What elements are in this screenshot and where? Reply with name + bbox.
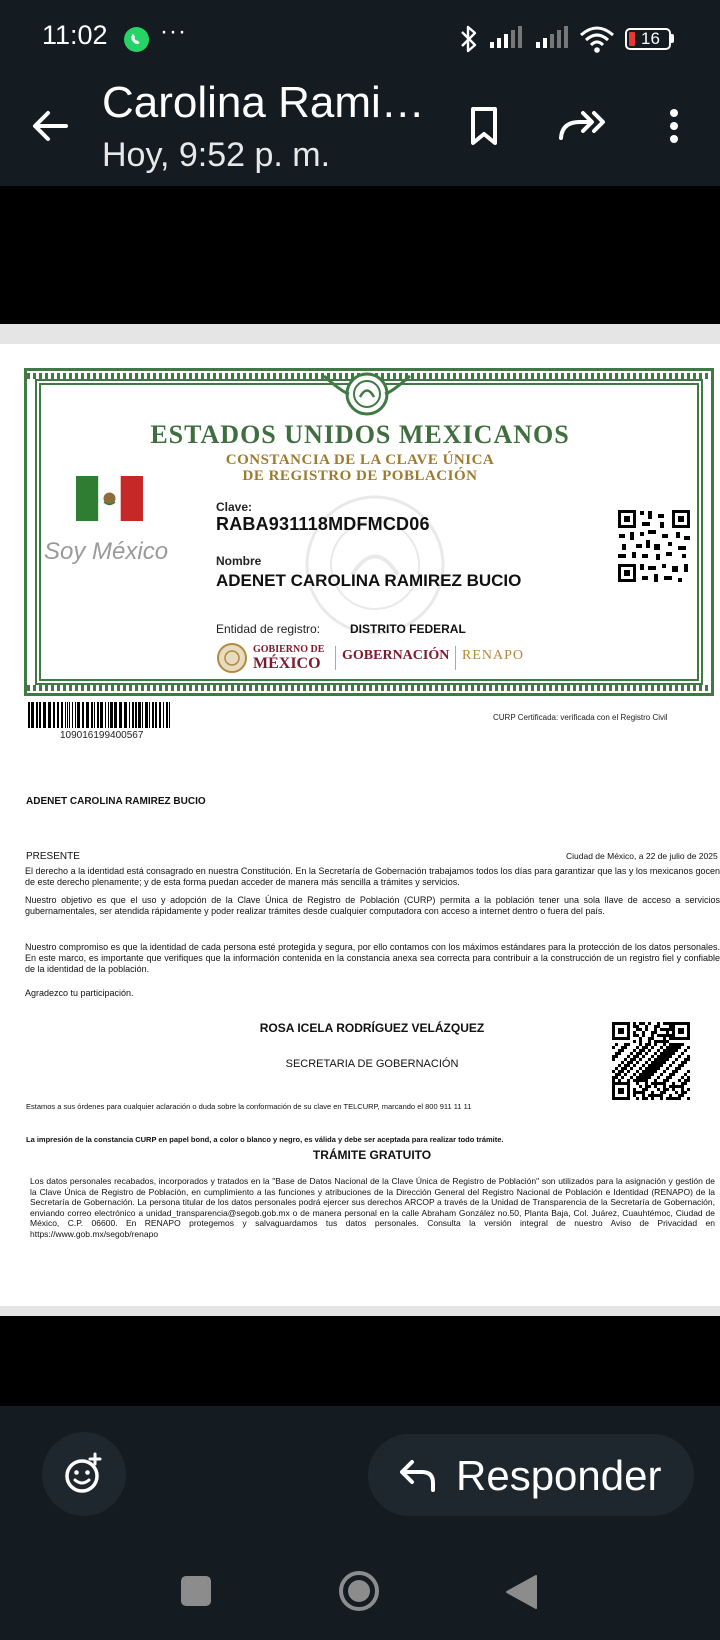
home-button[interactable] <box>338 1570 380 1612</box>
more-vert-icon[interactable] <box>658 104 690 148</box>
privacy-notice: Los datos personales recabados, incorporados y tratados en la "Base de Datos Nacional de la Clave Única de Registro de Población" son utilizados para la asignación y gestión de la Clave Única de Registro de Población, en cumplimiento a las funciones y atribuciones de la Dirección General del Registro Nacional de Población e Identidad (RENAPO) de la Secretaría de Gobernación. La persona titular de los datos personales podrá ejercer sus derechos ARCOP a través de la Unidad de Transparencia de la Secretaría de Gobernación, enviando correo electrónico a unidad_transparencia@segob.gob.mx o de manera personal en la calle Abraham González no.50, Planta Baja, Col. Juárez, Cuauhtémoc, Ciudad de México, C.P. 06600. En RENAPO protegemos y salvaguardamos tus datos personales. Consulta la versión integral de nuestro Aviso de Privacidad en https://www.gob.mx/segob/renapo <box>30 1176 715 1239</box>
contact-name[interactable]: Carolina Rami… <box>102 78 425 127</box>
gobernacion-logo: GOBERNACIÓN <box>342 648 450 663</box>
whatsapp-notification-icon <box>124 27 149 52</box>
clave-label: Clave: <box>216 500 253 514</box>
battery-icon <box>625 28 671 50</box>
message-timestamp: Hoy, 9:52 p. m. <box>102 136 331 174</box>
document-top-margin <box>0 324 720 344</box>
nav-back-button[interactable] <box>504 1574 538 1610</box>
signal-icon-sim2 <box>534 24 572 50</box>
signatory-title: SECRETARIA DE GOBERNACIÓN <box>285 1058 459 1070</box>
battery-level-text: 16 <box>641 29 660 48</box>
document-bottom-margin <box>0 1306 720 1316</box>
status-time: 11:02 <box>42 20 108 50</box>
logo-divider <box>455 646 456 670</box>
letter-paragraph: Nuestro objetivo es que el uso y adopción de la Clave Única de Registro de Población (CURP) permita a la población tener una sola llave de acceso a servicios gubernamentales, ser atendida rápidamente y poder realizar trámites desde cualquier computadora con acceso a internet dentro o fuera del país. <box>25 895 720 916</box>
qr-code-icon <box>616 508 692 584</box>
mexico-flag-icon <box>76 476 143 521</box>
soy-mexico-logo: Soy México <box>44 538 169 565</box>
curp-certificada-note: CURP Certificada: verificada con el Registro Civil <box>493 713 668 722</box>
more-notifications-icon: ··· <box>160 18 187 45</box>
telcurp-note: Estamos a sus órdenes para cualquier aclaración o duda sobre la conformación de su clave en TELCURP, marcando el 800 911 11 11 <box>26 1102 472 1111</box>
signatory-name: ROSA ICELA RODRÍGUEZ VELÁZQUEZ <box>259 1021 485 1035</box>
letter-addressee: ADENET CAROLINA RAMIREZ BUCIO <box>26 796 206 807</box>
letter-presente: PRESENTE <box>26 851 80 862</box>
back-arrow-icon[interactable] <box>28 104 72 148</box>
letter-paragraph: El derecho a la identidad está consagrado en nuestra Constitución. En la Secretaría de Gobernación trabajamos todos los días para garantizar que las y los mexicanos gocen de este derecho plenamente; y de esta forma puedan acceder de manera más sencilla a trámites y servicios. <box>25 866 720 887</box>
nombre-label: Nombre <box>216 554 262 568</box>
gobierno-seal-icon <box>216 642 248 674</box>
reply-icon <box>398 1456 438 1494</box>
letter-paragraph: Agradezco tu participación. <box>25 988 134 998</box>
letter-date: Ciudad de México, a 22 de julio de 2025 <box>566 851 718 861</box>
gobierno-logo-big: MÉXICO <box>253 655 321 672</box>
constancia-title-line1: CONSTANCIA DE LA CLAVE ÚNICA <box>225 452 495 468</box>
battery-level-fill <box>629 32 635 46</box>
renapo-logo: RENAPO <box>462 648 525 663</box>
recent-apps-button[interactable] <box>181 1576 211 1606</box>
tramite-gratuito-label: TRÁMITE GRATUITO <box>312 1148 432 1162</box>
nombre-value: ADENET CAROLINA RAMIREZ BUCIO <box>216 571 522 590</box>
bluetooth-icon <box>456 24 482 54</box>
battery-tip <box>671 34 674 43</box>
reply-label: Responder <box>456 1452 662 1499</box>
forward-icon[interactable] <box>558 104 608 148</box>
emoji-add-icon <box>42 1432 126 1516</box>
add-reaction-button[interactable] <box>42 1432 126 1516</box>
constancia-title-line2: DE REGISTRO DE POBLACIÓN <box>242 468 478 484</box>
qr-code-icon <box>610 1020 692 1102</box>
bookmark-icon[interactable] <box>466 104 502 148</box>
country-title: ESTADOS UNIDOS MEXICANOS <box>150 420 570 449</box>
wifi-icon <box>578 24 616 54</box>
reply-button[interactable] <box>368 1434 694 1516</box>
clave-value: RABA931118MDFMCD06 <box>216 514 430 534</box>
national-seal-icon <box>322 370 412 422</box>
barcode-number: 109016199400567 <box>60 730 144 741</box>
watermark-seal-icon <box>290 490 460 640</box>
gobierno-logo-small: GOBIERNO DE <box>253 644 325 655</box>
entidad-value: DISTRITO FEDERAL <box>350 622 466 636</box>
signal-icon <box>488 24 526 50</box>
impresion-note: La impresión de la constancia CURP en papel bond, a color o blanco y negro, es válida y debe ser aceptada para realizar todo trámite. <box>26 1135 504 1144</box>
logo-divider <box>335 646 336 670</box>
letter-paragraph: Nuestro compromiso es que la identidad de cada persona esté protegida y segura, por ello contamos con los máximos estándares para la protección de los datos personales. En este marco, es importante que verifiques que la información contenida en la constancia anexa sea correcta para contribuir a la construcción de un registro fiel y confiable de la identidad de la población. <box>25 942 720 974</box>
entidad-label: Entidad de registro: <box>216 622 321 636</box>
barcode-icon <box>28 702 172 728</box>
certificate-bottom-ornament <box>27 685 711 691</box>
